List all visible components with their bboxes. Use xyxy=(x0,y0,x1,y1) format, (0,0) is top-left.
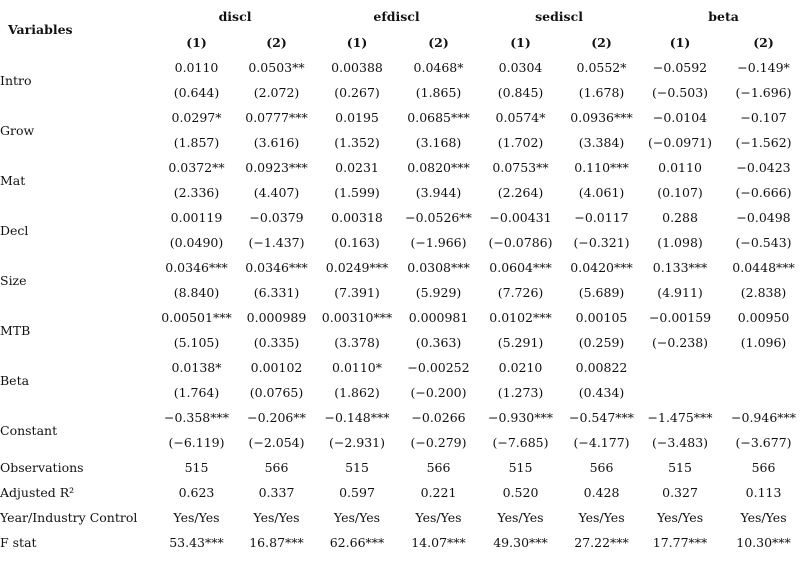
variable-label: Mat xyxy=(0,172,26,188)
t-stat-cell: (5.291) xyxy=(497,335,544,350)
t-stat-cell: (−0.200) xyxy=(410,385,467,400)
coefficient-cell: −0.0266 xyxy=(411,410,466,425)
t-stat-cell: (1.764) xyxy=(173,385,220,400)
stat-cell: 62.66*** xyxy=(329,535,385,550)
t-stat-cell: (1.678) xyxy=(578,85,625,100)
table-row xyxy=(0,455,807,480)
coefficient-cell: 0.0346*** xyxy=(165,260,228,275)
t-stat-cell: (−3.483) xyxy=(652,435,709,450)
table-row xyxy=(0,355,807,380)
coefficient-cell: 0.110*** xyxy=(574,160,629,175)
group-header: beta xyxy=(708,9,739,24)
t-stat-cell: (−3.677) xyxy=(735,435,792,450)
t-stat-cell: (1.702) xyxy=(497,135,544,150)
variable-label: Constant xyxy=(0,422,58,438)
coefficient-cell: 0.0102*** xyxy=(489,310,552,325)
coefficient-cell: 0.0110* xyxy=(332,360,383,375)
coefficient-cell: −0.206** xyxy=(247,410,306,425)
coefficient-cell: 0.0753** xyxy=(492,160,549,175)
column-header: (2) xyxy=(266,34,287,50)
t-stat-cell: (3.616) xyxy=(253,135,300,150)
table-row xyxy=(0,305,807,330)
t-stat-cell: (3.384) xyxy=(578,135,625,150)
t-stat-cell: (−0.321) xyxy=(573,235,630,250)
t-stat-cell: (0.363) xyxy=(415,335,462,350)
t-stat-cell: (−1.966) xyxy=(410,235,467,250)
t-stat-cell: (0.644) xyxy=(173,85,220,100)
t-stat-cell: (0.267) xyxy=(334,85,380,100)
t-stat-cell: (1.857) xyxy=(173,135,220,150)
stat-cell: 10.30*** xyxy=(736,535,791,550)
stat-cell: 566 xyxy=(589,460,614,475)
regression-table xyxy=(0,4,807,555)
column-header: (1) xyxy=(510,34,531,50)
t-stat-cell: (−0.503) xyxy=(652,85,709,100)
coefficient-cell: 0.0448*** xyxy=(732,260,795,275)
variable-label: Intro xyxy=(0,72,32,88)
t-stat-cell: (2.838) xyxy=(740,285,787,300)
coefficient-cell: 0.0685*** xyxy=(407,110,470,125)
t-stat-cell: (0.434) xyxy=(578,385,625,400)
t-stat-cell: (1.273) xyxy=(497,385,544,400)
coefficient-cell: 0.00950 xyxy=(737,310,790,325)
t-stat-cell: (3.944) xyxy=(415,185,462,200)
coefficient-cell: −0.00159 xyxy=(648,310,712,325)
t-stat-cell: (1.599) xyxy=(334,185,380,200)
table-row xyxy=(0,105,807,130)
column-header: (2) xyxy=(753,34,774,50)
t-stat-cell: (1.862) xyxy=(334,385,380,400)
coefficient-cell: 0.0468* xyxy=(413,60,464,75)
table-row xyxy=(0,155,807,180)
coefficient-cell: 0.000989 xyxy=(246,310,307,325)
stat-cell: 515 xyxy=(668,460,692,475)
stat-cell: 53.43*** xyxy=(169,535,224,550)
stat-cell: Yes/Yes xyxy=(333,510,381,525)
t-stat-cell: (6.331) xyxy=(253,285,300,300)
table-row xyxy=(0,255,807,280)
stat-cell: Yes/Yes xyxy=(497,510,544,525)
coefficient-cell: 0.0346*** xyxy=(245,260,308,275)
coefficient-cell: 0.288 xyxy=(662,210,698,225)
column-header: (1) xyxy=(346,34,368,50)
t-stat-cell: (4.407) xyxy=(253,185,300,200)
stat-cell: 16.87*** xyxy=(249,535,304,550)
t-stat-cell: (0.163) xyxy=(334,235,380,250)
coefficient-cell: 0.133*** xyxy=(652,260,708,275)
t-stat-cell: (4.061) xyxy=(578,185,625,200)
coefficient-cell: 0.0552* xyxy=(576,60,627,75)
coefficient-cell: 0.0503** xyxy=(248,60,305,75)
table-row xyxy=(0,205,807,230)
t-stat-cell: (5.689) xyxy=(578,285,625,300)
group-header: sediscl xyxy=(535,9,583,24)
table-row xyxy=(0,530,807,555)
t-stat-cell: (−0.666) xyxy=(735,185,792,200)
table-row xyxy=(0,405,807,430)
t-stat-cell: (5.929) xyxy=(415,285,462,300)
table-row xyxy=(0,505,807,530)
stat-cell: 27.22*** xyxy=(574,535,629,550)
stat-label: Adjusted R² xyxy=(0,485,75,500)
t-stat-cell xyxy=(640,380,720,405)
coefficient-cell: 0.0297* xyxy=(171,110,222,125)
t-stat-cell: (1.098) xyxy=(657,235,703,250)
stat-cell: Yes/Yes xyxy=(173,510,220,525)
coefficient-cell: 0.0936*** xyxy=(570,110,633,125)
column-header: (1) xyxy=(186,34,207,50)
variable-label: Size xyxy=(0,272,27,288)
coefficient-cell: 0.0110 xyxy=(658,160,702,175)
coefficient-cell: 0.0777*** xyxy=(245,110,308,125)
stat-cell: Yes/Yes xyxy=(415,510,462,525)
coefficient-cell: −0.0379 xyxy=(249,210,304,225)
coefficient-cell: 0.0231 xyxy=(335,160,379,175)
coefficient-cell: 0.0210 xyxy=(498,360,543,375)
coefficient-cell: 0.00310*** xyxy=(321,310,393,325)
variable-label: Decl xyxy=(0,222,29,238)
stat-label: F stat xyxy=(0,535,37,550)
t-stat-cell: (2.264) xyxy=(497,185,544,200)
coefficient-cell: 0.0420*** xyxy=(570,260,633,275)
coefficient-cell: −0.148*** xyxy=(324,410,390,425)
coefficient-cell: 0.00388 xyxy=(331,60,383,75)
group-header-row xyxy=(0,4,807,29)
stat-cell: Yes/Yes xyxy=(578,510,625,525)
coefficient-cell: 0.00102 xyxy=(250,360,303,375)
coefficient-cell: 0.00318 xyxy=(331,210,383,225)
coefficient-cell: −0.0498 xyxy=(736,210,791,225)
t-stat-cell: (7.391) xyxy=(334,285,380,300)
table-row xyxy=(0,55,807,80)
stat-cell: 0.623 xyxy=(178,485,215,500)
t-stat-cell: (7.726) xyxy=(497,285,544,300)
coefficient-cell: 0.0195 xyxy=(335,110,379,125)
t-stat-cell: (−2.931) xyxy=(329,435,386,450)
coefficient-cell xyxy=(720,355,807,380)
coefficient-cell: 0.0372** xyxy=(168,160,225,175)
t-stat-cell: (0.335) xyxy=(253,335,300,350)
coefficient-cell: −1.475*** xyxy=(647,410,713,425)
coefficient-cell: −0.0526** xyxy=(405,210,472,225)
coefficient-cell: 0.0304 xyxy=(498,60,543,75)
coefficient-cell: 0.00105 xyxy=(575,310,628,325)
t-stat-cell: (1.352) xyxy=(334,135,380,150)
coefficient-cell: 0.0574* xyxy=(495,110,546,125)
stat-cell: 0.520 xyxy=(502,485,539,500)
coefficient-cell: 0.00501*** xyxy=(161,310,232,325)
stat-cell: 0.113 xyxy=(745,485,782,500)
stat-cell: 515 xyxy=(345,460,369,475)
coefficient-cell: 0.0604*** xyxy=(489,260,552,275)
t-stat-cell: (−6.119) xyxy=(168,435,225,450)
stat-cell: 0.428 xyxy=(583,485,620,500)
t-stat-cell: (3.378) xyxy=(334,335,380,350)
coefficient-cell: 0.0138* xyxy=(171,360,222,375)
coefficient-cell: −0.0592 xyxy=(652,60,708,75)
t-stat-cell: (2.336) xyxy=(173,185,220,200)
stat-cell: 49.30*** xyxy=(493,535,548,550)
t-stat-cell: (−0.0786) xyxy=(488,235,553,250)
coefficient-cell: −0.107 xyxy=(740,110,787,125)
coefficient-cell: −0.946*** xyxy=(731,410,797,425)
stat-cell: 0.221 xyxy=(420,485,457,500)
table-body xyxy=(0,55,807,555)
t-stat-cell: (−4.177) xyxy=(573,435,630,450)
column-header: (1) xyxy=(669,34,691,50)
variable-label: MTB xyxy=(0,322,31,338)
t-stat-cell xyxy=(720,380,807,405)
t-stat-cell: (−0.0971) xyxy=(648,135,713,150)
t-stat-cell: (−1.696) xyxy=(735,85,792,100)
coefficient-cell: 0.0923*** xyxy=(245,160,308,175)
stat-cell: 0.337 xyxy=(258,485,295,500)
coefficient-cell: 0.0249*** xyxy=(325,260,389,275)
coefficient-cell: −0.00431 xyxy=(489,210,552,225)
stat-cell: 566 xyxy=(426,460,451,475)
t-stat-cell: (0.0765) xyxy=(249,385,304,400)
t-stat-cell: (−7.685) xyxy=(492,435,549,450)
coefficient-cell: 0.00822 xyxy=(575,360,628,375)
table-row xyxy=(0,480,807,505)
stat-cell: 566 xyxy=(751,460,776,475)
column-header: (2) xyxy=(428,34,449,50)
variable-label: Grow xyxy=(0,122,35,138)
coefficient-cell: 0.000981 xyxy=(408,310,469,325)
stat-cell: 515 xyxy=(508,460,533,475)
t-stat-cell: (−0.238) xyxy=(652,335,709,350)
stat-cell: 14.07*** xyxy=(411,535,466,550)
column-header: (2) xyxy=(591,34,612,50)
coefficient-cell: −0.0104 xyxy=(652,110,708,125)
t-stat-cell: (5.105) xyxy=(173,335,220,350)
stat-cell: Yes/Yes xyxy=(253,510,300,525)
t-stat-cell: (−2.054) xyxy=(248,435,305,450)
t-stat-cell: (0.107) xyxy=(657,185,703,200)
coefficient-cell: 0.0820*** xyxy=(407,160,470,175)
variables-header: Variables xyxy=(8,22,73,37)
t-stat-cell: (−1.437) xyxy=(248,235,305,250)
t-stat-cell: (−0.279) xyxy=(410,435,467,450)
coefficient-cell: 0.0110 xyxy=(174,60,219,75)
t-stat-cell: (2.072) xyxy=(253,85,300,100)
t-stat-cell: (8.840) xyxy=(173,285,220,300)
t-stat-cell: (−0.543) xyxy=(735,235,792,250)
t-stat-cell: (3.168) xyxy=(415,135,462,150)
coefficient-cell: −0.149* xyxy=(737,60,790,75)
t-stat-cell: (0.845) xyxy=(497,85,544,100)
coefficient-cell xyxy=(640,355,720,380)
stat-cell: 0.327 xyxy=(662,485,698,500)
t-stat-cell: (0.259) xyxy=(578,335,625,350)
stat-cell: 515 xyxy=(184,460,209,475)
stat-cell: Yes/Yes xyxy=(656,510,704,525)
coefficient-cell: −0.547*** xyxy=(569,410,635,425)
stat-cell: 17.77*** xyxy=(652,535,708,550)
stat-cell: Yes/Yes xyxy=(740,510,787,525)
coefficient-cell: −0.0117 xyxy=(574,210,629,225)
coefficient-cell: 0.00119 xyxy=(170,210,223,225)
t-stat-cell: (4.911) xyxy=(657,285,703,300)
stat-cell: 566 xyxy=(264,460,289,475)
coefficient-cell: −0.00252 xyxy=(407,360,470,375)
t-stat-cell: (1.096) xyxy=(740,335,787,350)
t-stat-cell: (1.865) xyxy=(415,85,462,100)
group-header: discl xyxy=(218,9,252,24)
stat-label: Observations xyxy=(0,460,84,475)
coefficient-cell: −0.0423 xyxy=(736,160,791,175)
stat-cell: 0.597 xyxy=(339,485,375,500)
variable-label: Beta xyxy=(0,372,30,388)
coefficient-cell: −0.930*** xyxy=(488,410,554,425)
t-stat-cell: (0.0490) xyxy=(169,235,224,250)
coefficient-cell: 0.0308*** xyxy=(407,260,470,275)
t-stat-cell: (−1.562) xyxy=(735,135,792,150)
coefficient-cell: −0.358*** xyxy=(163,410,229,425)
stat-label: Year/Industry Control xyxy=(0,510,138,525)
group-header: efdiscl xyxy=(373,9,420,24)
